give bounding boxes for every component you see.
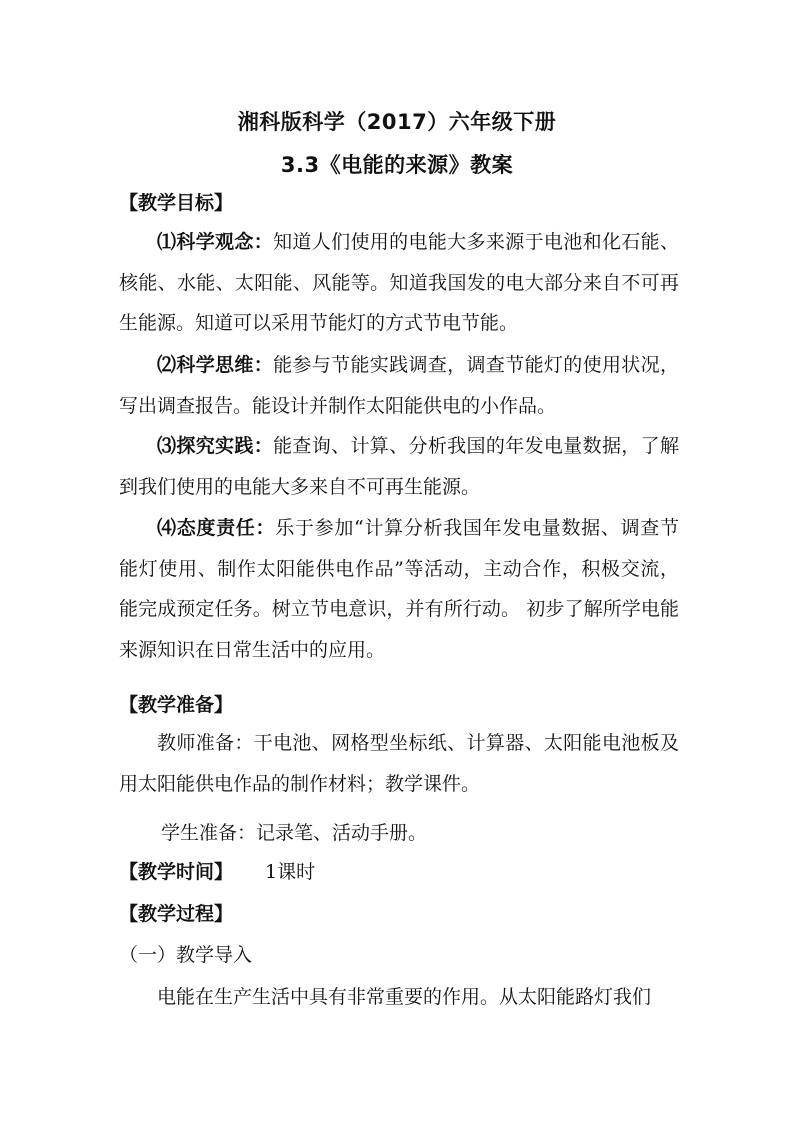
step-1-text: 电能在生产生活中具有非常重要的作用。从太阳能路灯我们 xyxy=(157,986,652,1008)
goal-3 xyxy=(119,426,679,507)
heading-teaching-time: 【教学时间】 xyxy=(119,861,234,883)
goal-4-label: ⑷态度责任： xyxy=(157,517,276,539)
goal-4 xyxy=(119,508,679,670)
goal-3-label: ⑶探究实践： xyxy=(157,435,274,457)
goal-2 xyxy=(119,345,679,426)
heading-teaching-goals: 【教学目标】 xyxy=(119,192,234,214)
goal-1-label: ⑴科学观念： xyxy=(157,231,274,253)
prep-teacher: 教师准备：干电池、网格型坐标纸、计算器、太阳能电池板及用太阳能供电作品的制作材料；教学课件。 xyxy=(119,732,679,795)
goal-3-text: 能查询、计算、分析我国的年发电量数据，了解到我们使用的电能大多来自不可再生能源。 xyxy=(119,435,679,498)
goal-4-text: 乐于参加“计算分析我国年发电量数据、调查节能灯使用、制作太阳能供电作品”等活动，主动合作，积极交流，能完成预定任务。树立节电意识，并有所行动。 初步了解所学电能来源知识在日常生活中的应用。 xyxy=(119,517,679,661)
heading-teaching-process: 【教学过程】 xyxy=(119,903,234,925)
lesson-title: 3.3《电能的来源》教案 xyxy=(280,153,514,177)
goal-2-label: ⑵科学思维： xyxy=(157,354,274,376)
prep-student: 学生准备：记录笔、活动手册。 xyxy=(161,822,428,844)
document-title: 湘科版科学（2017）六年级下册 xyxy=(237,110,557,134)
goal-1-text: 知道人们使用的电能大多来源于电池和化石能、核能、水能、太阳能、风能等。知道我国发的电大部分来自不可再生能源。知道可以采用节能灯的方式节电节能。 xyxy=(119,231,679,334)
step-1-title: （一）教学导入 xyxy=(119,944,253,966)
heading-teaching-prep: 【教学准备】 xyxy=(119,694,234,716)
teaching-time-value: 1课时 xyxy=(265,861,316,883)
goal-1 xyxy=(119,222,679,344)
goal-2-text: 能参与节能实践调查，调查节能灯的使用状况，写出调查报告。能设计并制作太阳能供电的小作品。 xyxy=(119,354,679,417)
